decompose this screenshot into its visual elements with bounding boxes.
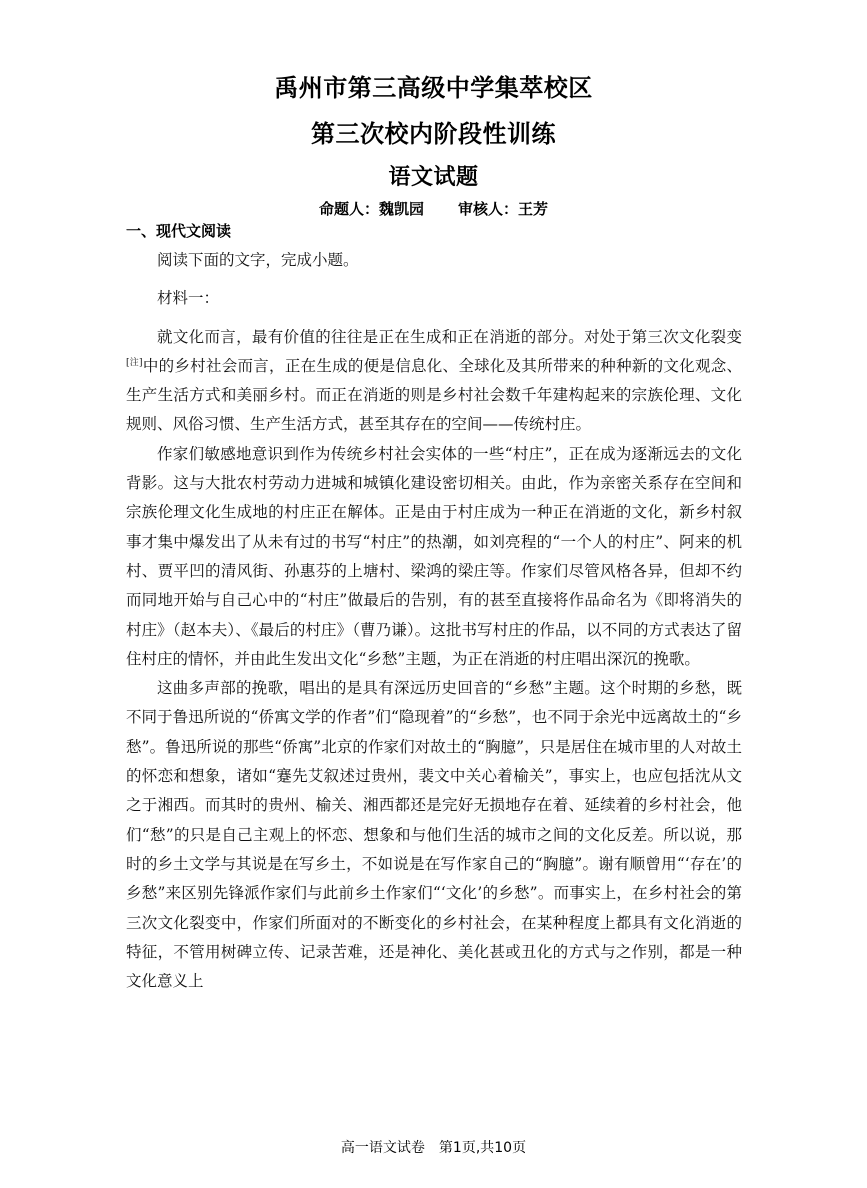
reviewer-label: 审核人：王芳 [458,200,549,218]
exam-title: 第三次校内阶段性训练 [311,120,556,148]
school-title: 禹州市第三高级中学集萃校区 [274,74,593,102]
section-heading: 一、现代文阅读 [126,222,232,240]
paragraph-1-part-b: 中的乡村社会而言，正在生成的便是信息化、全球化及其所带来的种种新的文化观念、生产生活方式和美丽乡村。而正在消逝的则是乡村社会数千年建构起来的宗族伦理、文化规则、风俗习惯、生产生活方式，甚至其存在的空间——传统村庄。 [126,356,742,434]
reading-passage [126,246,742,996]
footnote-marker: [注] [126,357,143,368]
material-label: 材料一： [157,289,220,308]
subject-title: 语文试题 [388,165,479,190]
instruction-text: 阅读下面的文字，完成小题。 [157,251,359,269]
setter-label: 命题人：魏凯园 [318,200,424,218]
paragraph-1-part-a: 就文化而言，最有价值的往往是正在生成和正在消逝的部分。对处于第三次文化裂变 [157,327,742,346]
authors-line [0,198,867,219]
paragraph-1 [126,323,742,440]
paragraph-2: 作家们敏感地意识到作为传统乡村社会实体的一些“村庄”，正在成为逐渐远去的文化背影。这与大批农村劳动力进城和城镇化建设密切相关。由此，作为亲密关系存在空间和宗族伦理文化生成地的村庄正在解体。正是由于村庄成为一种正在消逝的文化，新乡村叙事才集中爆发出了从未有过的书写“村庄”的热潮，如刘亮程的“一个人的村庄”、阿来的机村、贾平凹的清风街、孙惠芬的上塘村、梁鸿的梁庄等。作家们尽管风格各异，但却不约而同地开始与自己心中的“村庄”做最后的告别，有的甚至直接将作品命名为《即将消失的村庄》（赵本夫）、《最后的村庄》（曹乃谦）。这批书写村庄的作品，以不同的方式表达了留住村庄的情怀，并由此生发出文化“乡愁”主题，为正在消逝的村庄唱出深沉的挽歌。 [126,444,742,668]
page-footer: 高一语文试卷 第1页,共10页 [340,1140,527,1156]
paragraph-3: 这曲多声部的挽歌，唱出的是具有深远历史回音的“乡愁”主题。这个时期的乡愁，既不同于鲁迅所说的“侨寓文学的作者”们“隐现着”的“乡愁”，也不同于余光中远离故土的“乡愁”。鲁迅所说的那些“侨寓”北京的作家们对故土的“胸臆”，只是居住在城市里的人对故土的怀恋和想象，诸如“蹇先艾叙述过贵州，裴文中关心着榆关”，事实上，也应包括沈从文之于湘西。而其时的贵州、榆关、湘西都还是完好无损地存在着、延续着的乡村社会，他们“愁”的只是自己主观上的怀恋、想象和与他们生活的城市之间的文化反差。所以说，那时的乡土文学与其说是在写乡土，不如说是在写作家自己的“胸臆”。谢有顺曾用“‘存在’的乡愁”来区别先锋派作家们与此前乡土作家们“‘文化’的乡愁”。而事实上，在乡村社会的第三次文化裂变中，作家们所面对的不断变化的乡村社会，在某种程度上都具有文化消逝的特征，不管用树碑立传、记录苦难，还是神化、美化甚或丑化的方式与之作别，都是一种文化意义上 [126,679,742,991]
